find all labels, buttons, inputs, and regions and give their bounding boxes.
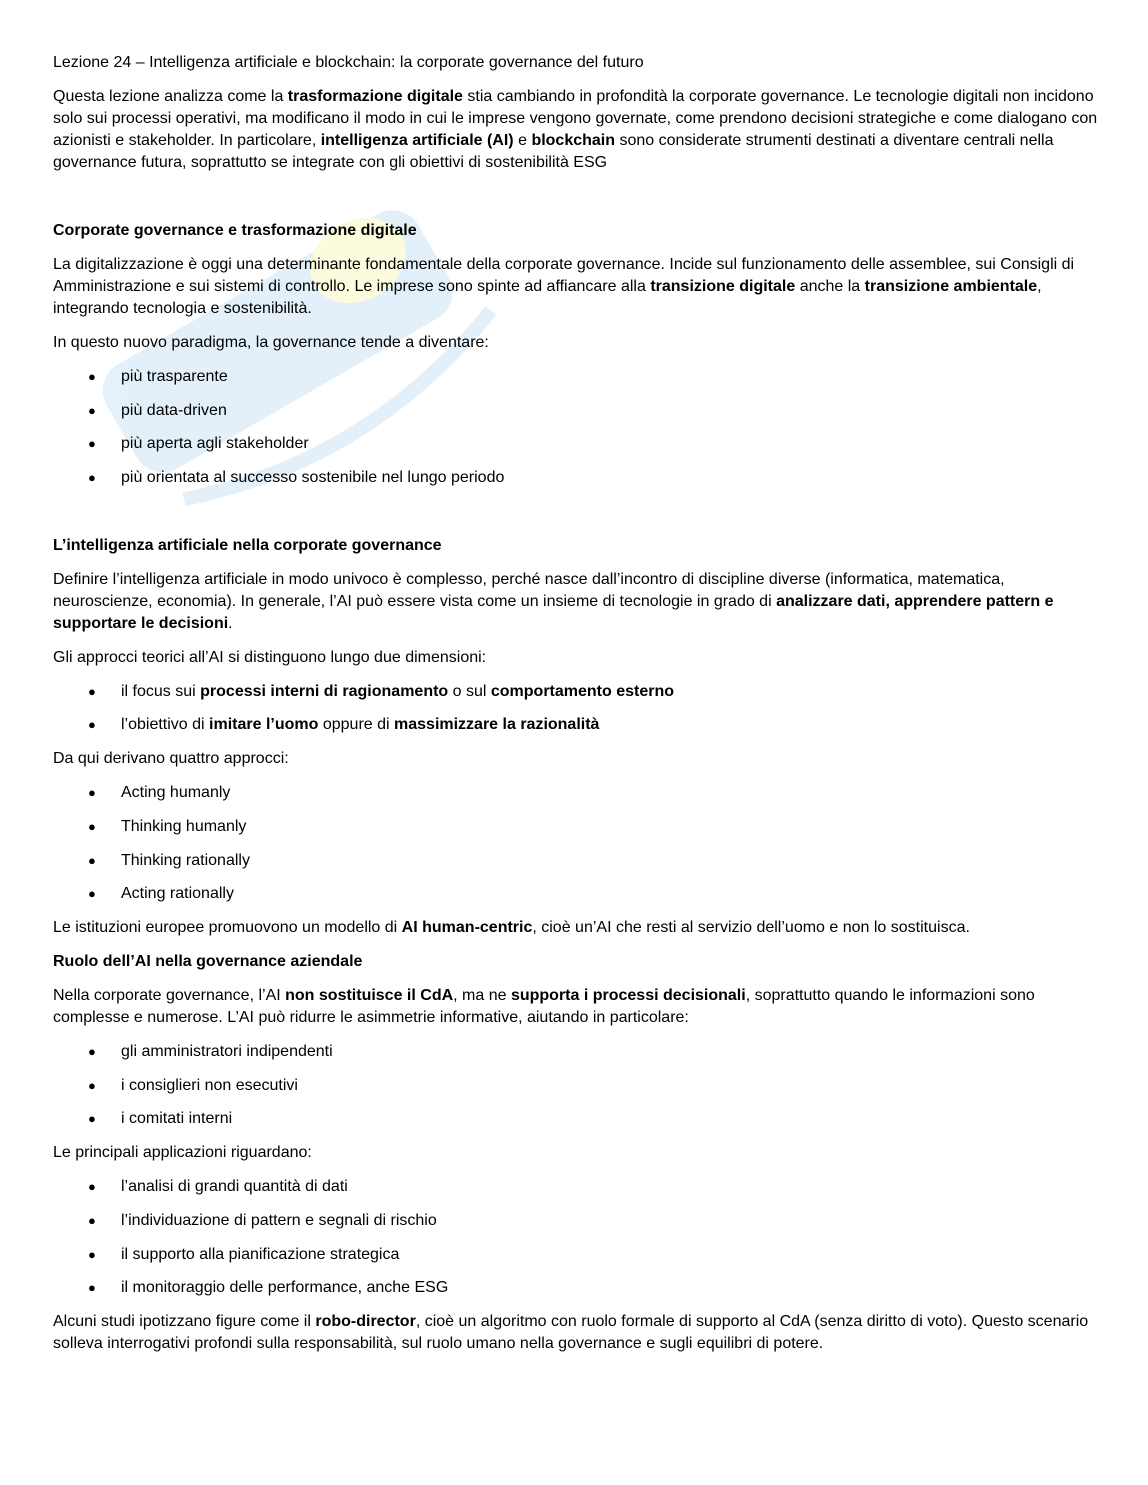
text: Nella corporate governance, l’AI [53,987,286,1005]
section2-paragraph-1 [53,569,1103,635]
helped-roles-list [53,1041,1103,1130]
list-item [53,1210,1103,1232]
ai-applications-list [53,1176,1103,1299]
section2-paragraph-4 [53,917,1103,939]
list-item-text: l’analisi di grandi quantità di dati [121,1178,348,1196]
bold-text: processi interni di ragionamento [200,682,449,700]
bullet-icon: ● [88,1280,96,1296]
list-item [53,1075,1103,1097]
intro-text-1: Questa lezione analizza come la [53,88,288,105]
intro-text-2: stia cambiando in profondità la corporate governance. Le tecnologie digitali non incidono solo sui processi operativi, ma modificano il modo in cui le imprese vengono governate, come prendono decisioni strategiche e come dialogano con azionisti e stakeholder. In particolare, [53,88,1098,149]
list-item [53,1244,1103,1266]
bold-text: comportamento esterno [490,682,675,700]
section3-paragraph-1 [53,985,1103,1029]
text: Definire l’intelligenza artificiale in modo univoco è complesso, perché nasce dall’incontro di discipline diverse (informatica, matematica, neuroscienze, economia). In generale, l’AI può essere vista come un insieme di tecnologie in grado di [53,570,1005,610]
bold-environmental-transition: transizione ambientale [864,278,1038,295]
list-item [53,433,1103,455]
intro-bold-digital-transformation: trasformazione digitale [287,88,463,105]
list-item-text: Acting rationally [121,885,234,903]
bold-text: massimizzare la razionalità [394,716,600,734]
bullet-icon: ● [88,1111,96,1127]
list-item [53,714,1103,736]
list-item [53,467,1103,489]
ai-dimensions-list [53,681,1103,737]
lesson-title: Lezione 24 – Intelligenza artificiale e blockchain: la corporate governance del futuro [53,54,644,71]
bold-human-centric: AI human-centric [401,919,533,937]
bold-text: non sostituisce il CdA [285,987,454,1005]
bullet-icon: ● [88,717,96,733]
section3-paragraph-2: Le principali applicazioni riguardano: [53,1144,312,1162]
text: , integrando tecnologia e sostenibilità. [53,278,1042,317]
document-page [53,52,1103,1355]
section2-paragraph-3: Da qui derivano quattro approcci: [53,750,289,768]
list-item [53,1041,1103,1063]
list-item [53,782,1103,804]
bullet-icon: ● [88,785,96,801]
text: il focus sui [121,682,201,700]
list-item-text: Thinking rationally [121,851,250,869]
list-item [53,681,1103,703]
list-item-text: più trasparente [121,368,228,385]
intro-bold-blockchain: blockchain [531,132,616,149]
text: , cioè un algoritmo con ruolo formale di supporto al CdA (senza diritto di voto). Questo scenario solleva interrogativi profondi sulla responsabilità, sul ruolo umano nella governance e sugli equilibri di potere. [53,1313,1089,1353]
section3-paragraph-3 [53,1311,1103,1355]
text: Le istituzioni europee promuovono un modello di [53,919,402,937]
list-item-text: l’individuazione di pattern e segnali di rischio [121,1211,437,1229]
text: l’obiettivo di [121,716,210,734]
bullet-icon: ● [88,469,96,485]
text: La digitalizzazione è oggi una determinante fondamentale della corporate governance. Incide sul funzionamento delle assemblee, sui Consigli di Amministrazione e sui sistemi di controllo. Le imprese sono spinte ad affiancare alla [53,256,1075,295]
text: . [228,614,233,632]
list-item [53,400,1103,422]
bold-ai-capabilities: analizzare dati, apprendere pattern e supportare le decisioni [53,592,1054,632]
bullet-icon: ● [88,369,96,384]
list-item-text: più data-driven [121,401,227,419]
list-item-text: i comitati interni [121,1110,233,1128]
list-item [53,883,1103,905]
bold-text: imitare l’uomo [209,716,319,734]
ai-approaches-list [53,782,1103,905]
governance-traits-list [53,366,1103,489]
text: oppure di [318,716,395,734]
bullet-icon: ● [88,1179,96,1195]
list-item-text: gli amministratori indipendenti [121,1043,333,1061]
text: Alcuni studi ipotizzano figure come il [53,1313,316,1331]
list-item [53,366,1103,388]
section-heading-digital-transformation: Corporate governance e trasformazione digitale [53,222,417,239]
intro-paragraph [53,86,1103,174]
text: , cioè un’AI che resti al servizio dell’uomo e non lo sostituisca. [532,919,970,937]
bold-robo-director: robo-director [315,1313,416,1331]
text: , soprattutto quando le informazioni sono complesse e numerose. L’AI può ridurre le asimmetrie informative, aiutando in particolare: [53,987,1035,1027]
list-item-text: il supporto alla pianificazione strategica [121,1245,400,1263]
bold-text: supporta i processi decisionali [510,987,746,1005]
bold-digital-transition: transizione digitale [650,278,796,295]
intro-text-4: sono considerate strumenti destinati a diventare centrali nella governance futura, soprattutto se integrate con gli obiettivi di sostenibilità ESG [53,132,1054,171]
list-item-text: Thinking humanly [121,817,247,835]
list-item [53,816,1103,838]
section1-paragraph-2: In questo nuovo paradigma, la governance tende a diventare: [53,334,489,351]
list-item-text: più aperta agli stakeholder [121,435,309,453]
bullet-icon: ● [88,852,96,868]
list-item [53,850,1103,872]
bullet-icon: ● [88,818,96,834]
list-item-text: più orientata al successo sostenibile nel lungo periodo [121,468,505,486]
list-item [53,1108,1103,1130]
section-heading-ai-role: Ruolo dell’AI nella governance aziendale [53,953,363,971]
bullet-icon: ● [88,886,96,902]
list-item-text: il monitoraggio delle performance, anche ESG [121,1279,449,1297]
intro-text-3: e [513,132,532,149]
text: anche la [795,278,865,295]
list-item [53,1277,1103,1299]
bullet-icon: ● [88,402,96,418]
bullet-icon: ● [88,1246,96,1262]
text: , ma ne [453,987,511,1005]
text: o sul [448,682,491,700]
list-item-text: i consiglieri non esecutivi [121,1076,298,1094]
bullet-icon: ● [88,1044,96,1060]
intro-bold-ai: intelligenza artificiale (AI) [320,132,514,149]
bullet-icon: ● [88,683,96,699]
bullet-icon: ● [88,1077,96,1093]
bullet-icon: ● [88,1212,96,1228]
list-item [53,1176,1103,1198]
bullet-icon: ● [88,436,96,452]
section2-paragraph-2: Gli approcci teorici all’AI si distinguono lungo due dimensioni: [53,648,487,666]
section-heading-ai: L’intelligenza artificiale nella corporate governance [53,536,442,554]
section1-paragraph-1 [53,254,1103,320]
list-item-text: Acting humanly [121,784,231,802]
